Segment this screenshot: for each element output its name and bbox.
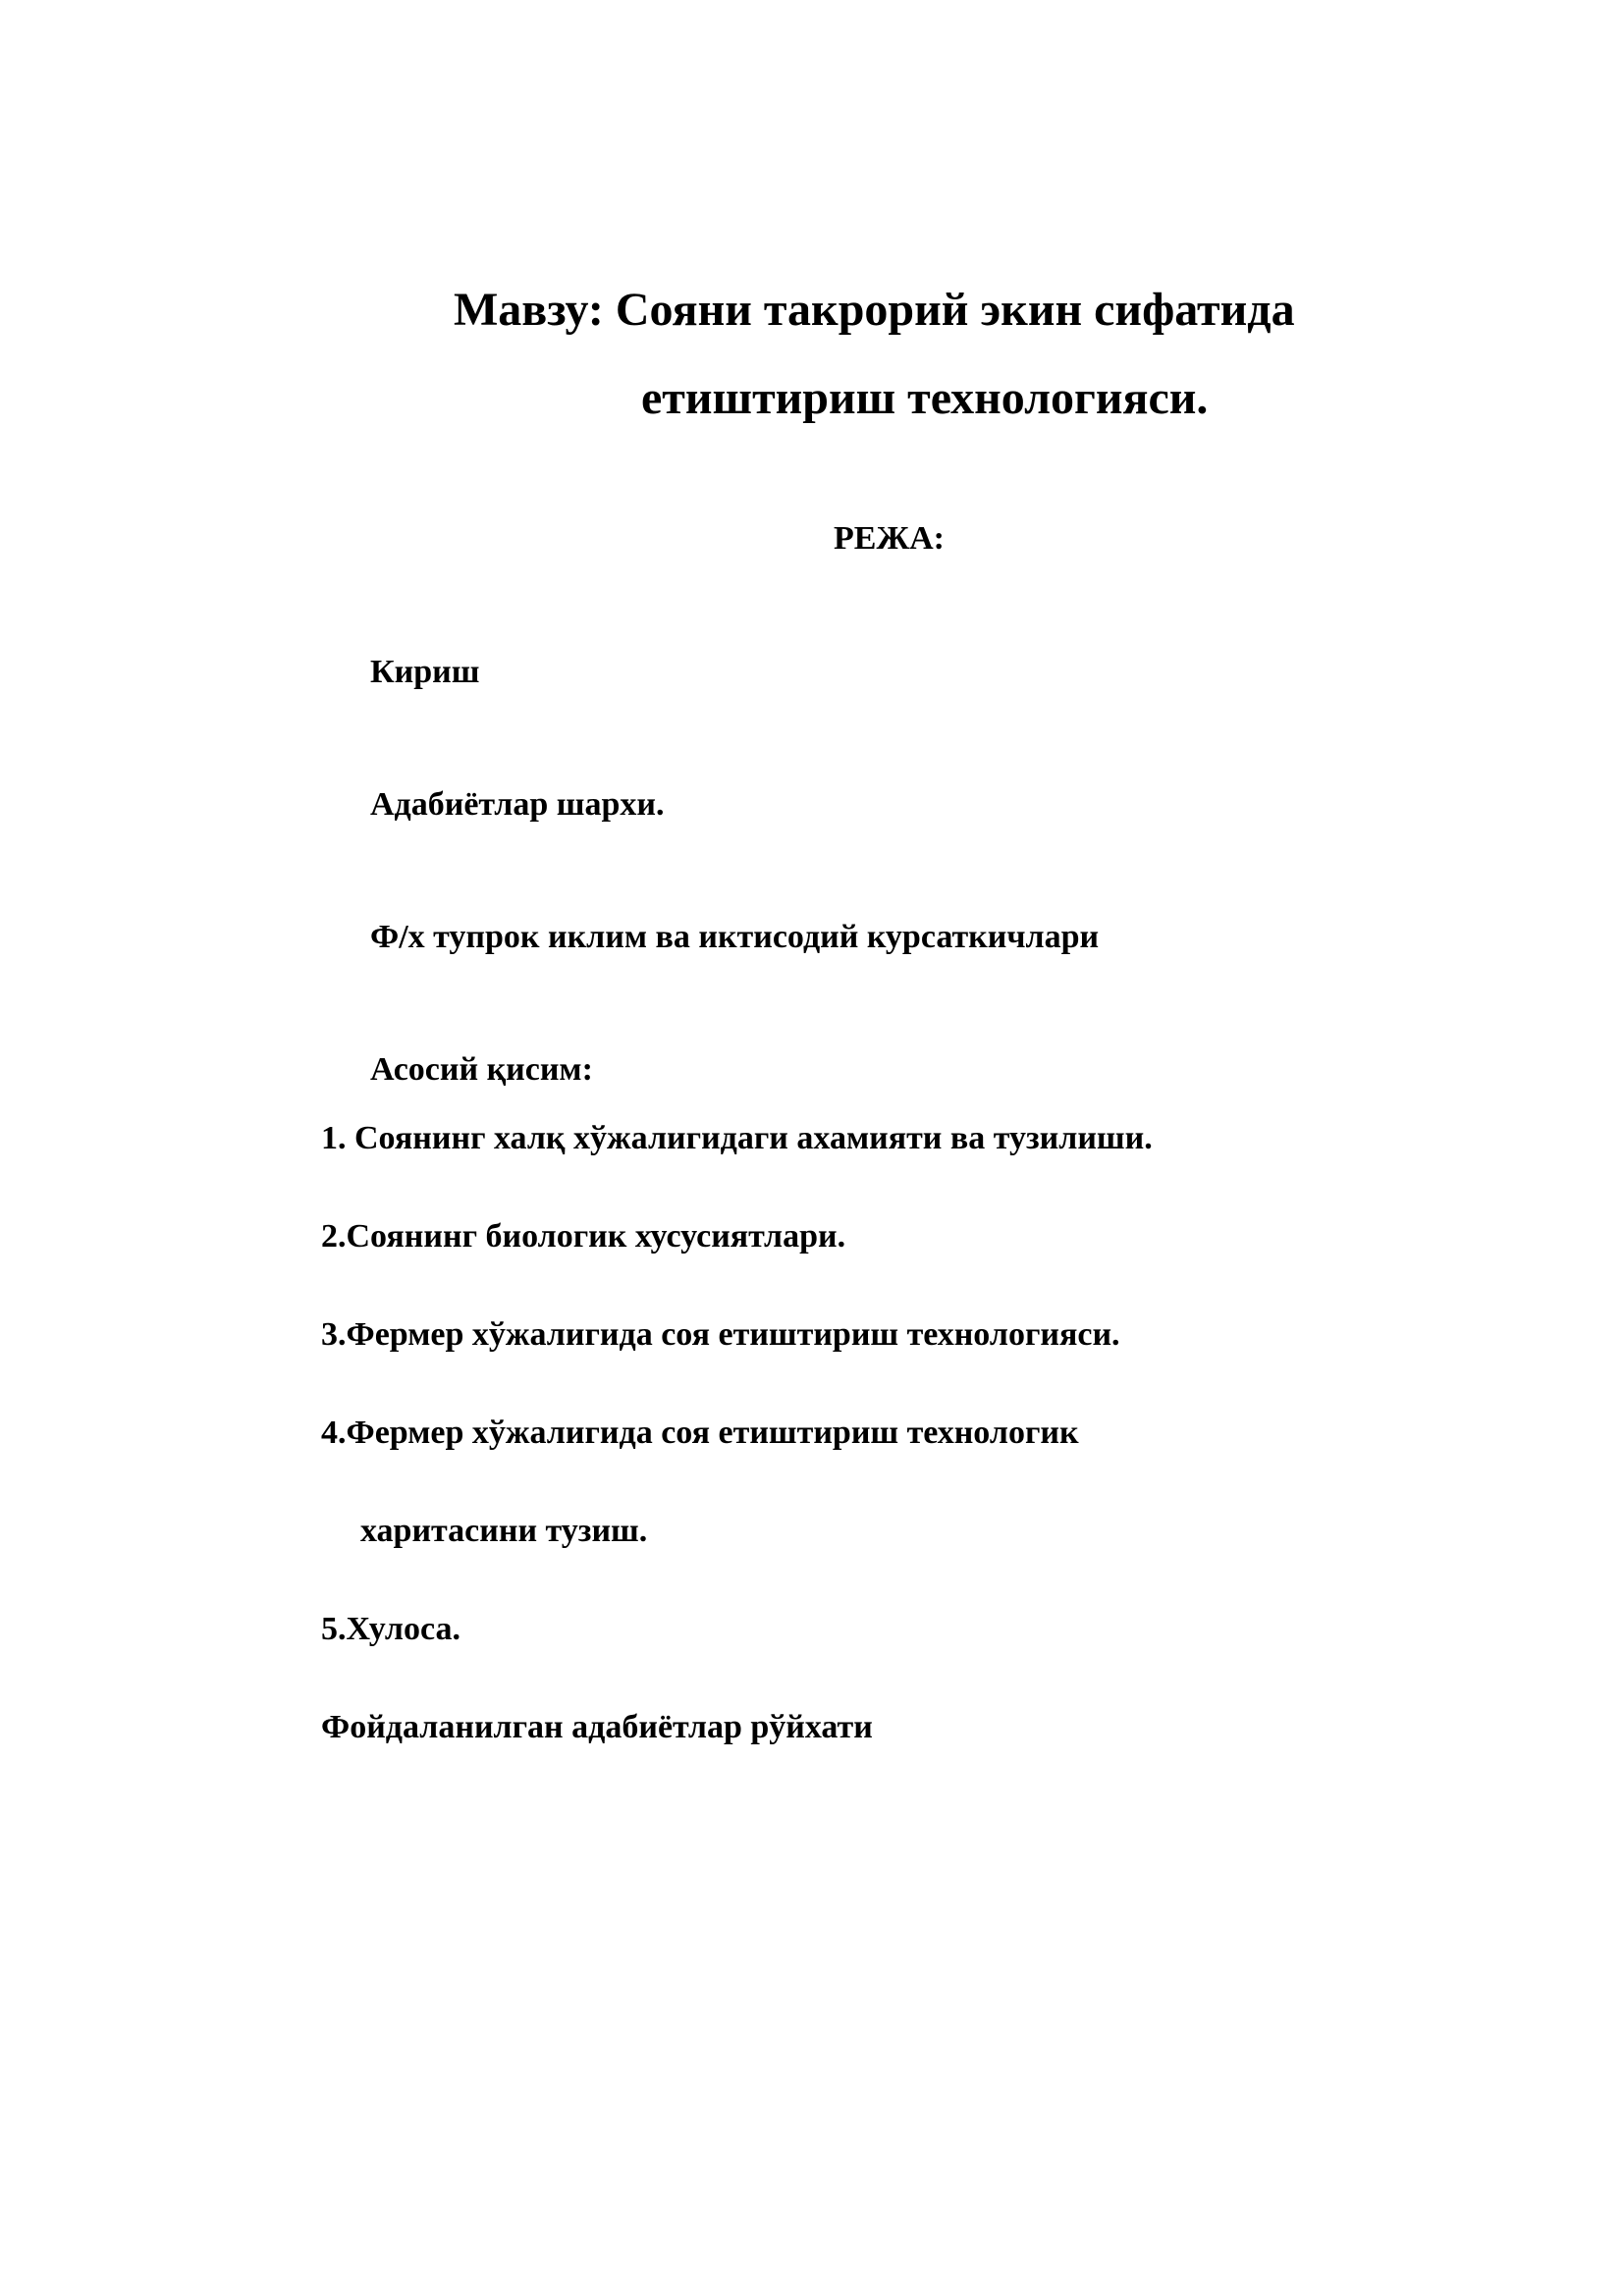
main-item: 2.Соянинг биологик хусусиятлари. [321, 1218, 846, 1255]
main-item-continuation: харитасини тузиш. [360, 1513, 648, 1549]
main-item: 1. Соянинг халқ хўжалигидаги ахамияти ва тузилиши. [321, 1120, 1153, 1156]
main-item: 5.Хулоса. [321, 1611, 460, 1647]
main-item: 4.Фермер хўжалигида соя етиштириш технологик [321, 1415, 1079, 1451]
title-line-2: етиштириш технологияси. [641, 372, 1209, 424]
references-heading: Фойдаланилган адабиётлар рўйхати [321, 1709, 873, 1745]
intro-item: Адабиётлар шархи. [370, 786, 665, 823]
title-line-1: Мавзу: Сояни такрорий экин сифатида [454, 284, 1295, 336]
intro-item: Кириш [370, 654, 480, 690]
intro-item: Асосий қисим: [370, 1051, 593, 1088]
main-item: 3.Фермер хўжалигида соя етиштириш технологияси. [321, 1316, 1120, 1353]
plan-heading: РЕЖА: [834, 520, 945, 557]
intro-item: Ф/х тупрок иклим ва иктисодий курсаткичлари [370, 919, 1100, 955]
